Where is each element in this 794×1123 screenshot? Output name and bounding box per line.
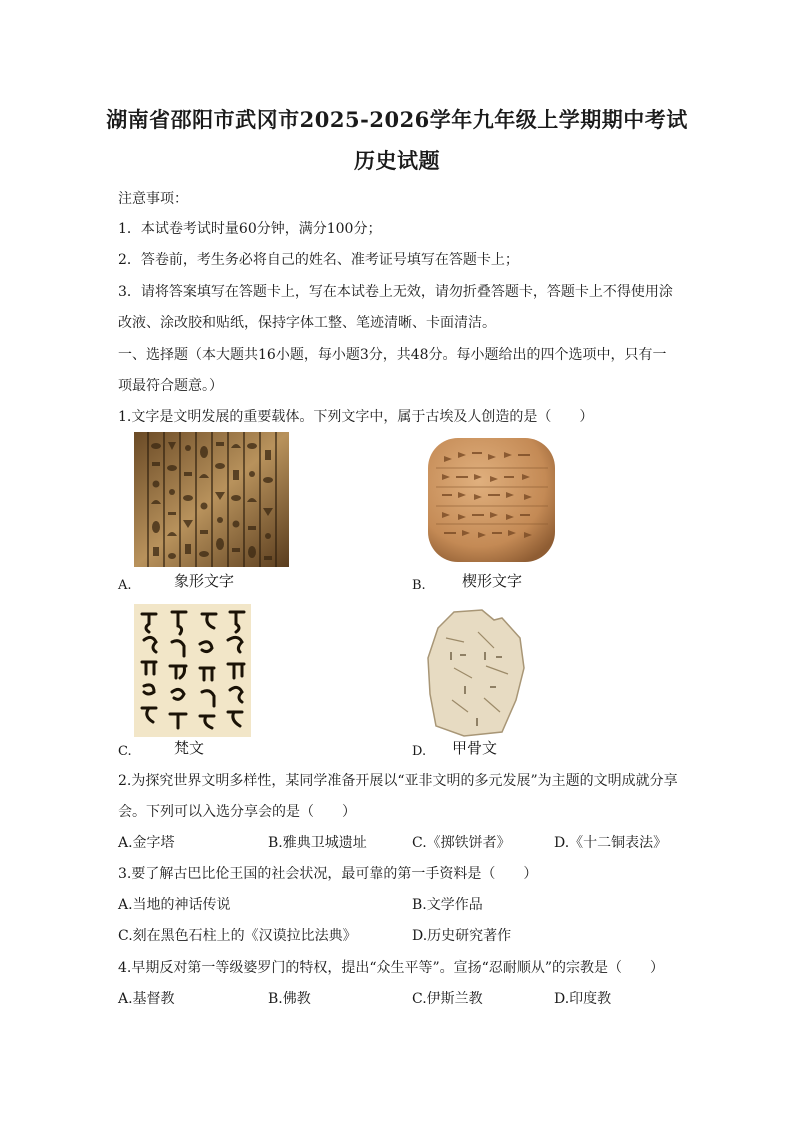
question-2-stem: 2.为探究世界文明多样性，某同学准备开展以“亚非文明的多元发展”为主题的文明成就分享 (118, 773, 678, 789)
answer-option: C.刻在黑色石柱上的《汉谟拉比法典》 (118, 928, 357, 944)
question-4-stem: 4.早期反对第一等级婆罗门的特权，提出“众生平等”。宣扬“忍耐顺从”的宗教是（ ） (118, 960, 664, 976)
option-letter: B. (412, 578, 426, 593)
question-1-stem: 1.文字是文明发展的重要载体。下列文字中，属于古埃及人创造的是（ ） (118, 409, 594, 425)
answer-option: D.印度教 (554, 991, 612, 1007)
option-letter: A. (118, 578, 132, 593)
answer-option: A.金字塔 (118, 835, 175, 851)
sanskrit-script-image (134, 604, 251, 737)
option-caption: 象形文字 (174, 572, 235, 590)
oracle-bone-image (424, 608, 534, 738)
option-caption: 楔形文字 (462, 572, 523, 590)
answer-option: C.伊斯兰教 (412, 991, 483, 1007)
section-heading: 一、选择题（本大题共16小题，每小题3分，共48分。每小题给出的四个选项中，只有一 (118, 347, 667, 363)
notice-item: 3．请将答案填写在答题卡上，写在本试卷上无效，请勿折叠答题卡，答题卡上不得使用涂 (118, 284, 673, 300)
notice-item: 1．本试卷考试时量60分钟，满分100分； (118, 221, 382, 237)
exam-subject-title: 历史试题 (354, 148, 440, 173)
option-letter: D. (412, 744, 427, 759)
answer-option: B.佛教 (268, 991, 311, 1007)
option-caption: 梵文 (174, 739, 205, 757)
hieroglyph-image (134, 432, 289, 567)
exam-title: 湖南省邵阳市武冈市2025-2026学年九年级上学期期中考试 (106, 107, 688, 132)
option-caption: 甲骨文 (452, 739, 498, 757)
answer-option: B.文学作品 (412, 897, 483, 913)
option-letter: C. (118, 744, 132, 759)
answer-option: B.雅典卫城遗址 (268, 835, 367, 851)
notice-heading: 注意事项： (118, 191, 188, 207)
answer-option: C.《掷铁饼者》 (412, 835, 511, 851)
cuneiform-tablet-image (424, 432, 559, 567)
notice-item: 改液、涂改胶和贴纸，保持字体工整、笔迹清晰、卡面清洁。 (118, 315, 496, 331)
answer-option: D.《十二铜表法》 (554, 835, 668, 851)
section-heading-cont: 项最符合题意。） (118, 378, 223, 394)
question-2-stem-cont: 会。下列可以入选分享会的是（ ） (118, 804, 356, 820)
answer-option: A.基督教 (118, 991, 175, 1007)
answer-option: A.当地的神话传说 (118, 897, 231, 913)
notice-item: 2．答卷前，考生务必将自己的姓名、准考证号填写在答题卡上； (118, 252, 519, 268)
answer-option: D.历史研究著作 (412, 928, 512, 944)
question-3-stem: 3.要了解古巴比伦王国的社会状况，最可靠的第一手资料是（ ） (118, 866, 538, 882)
